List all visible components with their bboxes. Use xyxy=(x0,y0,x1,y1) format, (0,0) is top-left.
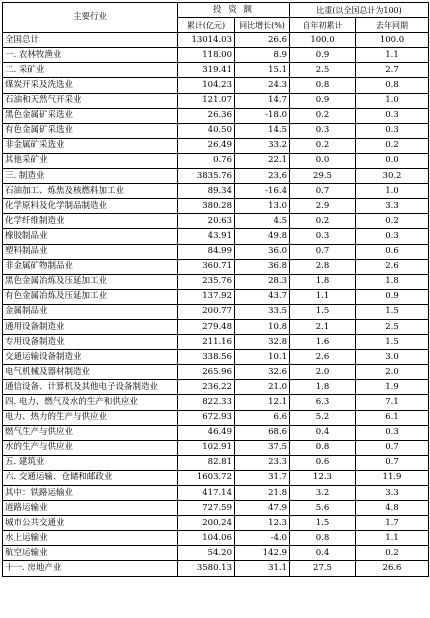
industry-name: 塑料制品业 xyxy=(3,244,178,259)
last-year-ratio-value: 0.3 xyxy=(356,108,429,123)
cumulative-value: 82.81 xyxy=(178,455,235,470)
last-year-ratio-value: 1.5 xyxy=(356,335,429,350)
last-year-ratio-value: 0.7 xyxy=(356,455,429,470)
last-year-ratio-value: 1.5 xyxy=(356,304,429,319)
industry-name: 煤炭开采及洗选业 xyxy=(3,78,178,93)
ytd-ratio-value: 0.8 xyxy=(290,78,356,93)
table-row xyxy=(3,470,429,485)
investment-table xyxy=(2,2,429,577)
last-year-ratio-value: 1.1 xyxy=(356,531,429,546)
yoy-growth-value: 28.3 xyxy=(235,274,290,289)
last-year-ratio-value: 0.9 xyxy=(356,289,429,304)
table-row xyxy=(3,274,429,289)
table-row xyxy=(3,380,429,395)
last-year-ratio-value: 0.8 xyxy=(356,78,429,93)
header-investment: 投 资 额 xyxy=(178,3,290,18)
yoy-growth-value: 32.8 xyxy=(235,335,290,350)
cumulative-value: 104.23 xyxy=(178,78,235,93)
table-body xyxy=(3,33,429,576)
table-row xyxy=(3,546,429,561)
yoy-growth-value: 10.8 xyxy=(235,319,290,334)
last-year-ratio-value: 3.3 xyxy=(356,199,429,214)
last-year-ratio-value: 1.8 xyxy=(356,274,429,289)
industry-name: 一. 农林牧渔业 xyxy=(3,48,178,63)
last-year-ratio-value: 4.8 xyxy=(356,501,429,516)
last-year-ratio-value: 26.6 xyxy=(356,561,429,576)
industry-name: 石油加工、炼焦及核燃料加工业 xyxy=(3,184,178,199)
last-year-ratio-value: 1.1 xyxy=(356,48,429,63)
table-row xyxy=(3,410,429,425)
cumulative-value: 26.49 xyxy=(178,138,235,153)
yoy-growth-value: 14.7 xyxy=(235,93,290,108)
industry-name: 黑色金属矿采选业 xyxy=(3,108,178,123)
table-row xyxy=(3,365,429,380)
yoy-growth-value: 14.5 xyxy=(235,123,290,138)
yoy-growth-value: 33.5 xyxy=(235,304,290,319)
table-row xyxy=(3,78,429,93)
table-row xyxy=(3,289,429,304)
yoy-growth-value: 49.8 xyxy=(235,229,290,244)
industry-name: 非金属矿采选业 xyxy=(3,138,178,153)
cumulative-value: 43.91 xyxy=(178,229,235,244)
industry-name: 其他采矿业 xyxy=(3,153,178,168)
ytd-ratio-value: 0.4 xyxy=(290,546,356,561)
cumulative-value: 40.50 xyxy=(178,123,235,138)
industry-name: 黑色金属冶炼及压延加工业 xyxy=(3,274,178,289)
industry-name: 水上运输业 xyxy=(3,531,178,546)
ytd-ratio-value: 100.0 xyxy=(290,33,356,48)
industry-name: 全国总计 xyxy=(3,33,178,48)
ytd-ratio-value: 0.7 xyxy=(290,184,356,199)
ytd-ratio-value: 0.4 xyxy=(290,425,356,440)
table-row xyxy=(3,516,429,531)
cumulative-value: 236.22 xyxy=(178,380,235,395)
cumulative-value: 13014.03 xyxy=(178,33,235,48)
ytd-ratio-value: 0.9 xyxy=(290,48,356,63)
table-row xyxy=(3,123,429,138)
last-year-ratio-value: 1.7 xyxy=(356,516,429,531)
ytd-ratio-value: 1.5 xyxy=(290,304,356,319)
table-row xyxy=(3,335,429,350)
industry-name: 电力、热力的生产与供应业 xyxy=(3,410,178,425)
industry-name: 橡胶制品业 xyxy=(3,229,178,244)
industry-name: 化学原料及化学制品制造业 xyxy=(3,199,178,214)
table-row xyxy=(3,138,429,153)
last-year-ratio-value: 0.2 xyxy=(356,214,429,229)
header-cumulative: 累计(亿元) xyxy=(178,18,235,33)
table-row xyxy=(3,153,429,168)
cumulative-value: 1603.72 xyxy=(178,470,235,485)
table-row xyxy=(3,319,429,334)
industry-name: 燃气生产与供应业 xyxy=(3,425,178,440)
cumulative-value: 54.20 xyxy=(178,546,235,561)
yoy-growth-value: 68.6 xyxy=(235,425,290,440)
yoy-growth-value: 142.9 xyxy=(235,546,290,561)
cumulative-value: 84.99 xyxy=(178,244,235,259)
last-year-ratio-value: 11.9 xyxy=(356,470,429,485)
cumulative-value: 265.96 xyxy=(178,365,235,380)
cumulative-value: 822.33 xyxy=(178,395,235,410)
last-year-ratio-value: 0.2 xyxy=(356,138,429,153)
ytd-ratio-value: 0.2 xyxy=(290,108,356,123)
yoy-growth-value: 36.0 xyxy=(235,244,290,259)
table-row xyxy=(3,350,429,365)
industry-name: 十一. 房地产业 xyxy=(3,561,178,576)
industry-name: 化学纤维制造业 xyxy=(3,214,178,229)
table-row xyxy=(3,199,429,214)
table-row xyxy=(3,531,429,546)
industry-name: 通用设备制造业 xyxy=(3,319,178,334)
yoy-growth-value: 43.7 xyxy=(235,289,290,304)
cumulative-value: 89.34 xyxy=(178,184,235,199)
cumulative-value: 211.16 xyxy=(178,335,235,350)
last-year-ratio-value: 0.6 xyxy=(356,244,429,259)
last-year-ratio-value: 0.3 xyxy=(356,425,429,440)
header-industry: 主要行业 xyxy=(3,3,178,33)
yoy-growth-value: 21.8 xyxy=(235,486,290,501)
industry-name: 电气机械及器材制造业 xyxy=(3,365,178,380)
table-row xyxy=(3,486,429,501)
table-row xyxy=(3,93,429,108)
last-year-ratio-value: 1.0 xyxy=(356,93,429,108)
industry-name: 水的生产与供应业 xyxy=(3,440,178,455)
table-row xyxy=(3,48,429,63)
header-ytd-cumulative: 自年初累计 xyxy=(290,18,356,33)
industry-name: 石油和天然气开采业 xyxy=(3,93,178,108)
cumulative-value: 46.49 xyxy=(178,425,235,440)
industry-name: 三. 制造业 xyxy=(3,169,178,184)
yoy-growth-value: 8.9 xyxy=(235,48,290,63)
ytd-ratio-value: 0.8 xyxy=(290,531,356,546)
last-year-ratio-value: 6.1 xyxy=(356,410,429,425)
industry-name: 四. 电力、燃气及水的生产和供应业 xyxy=(3,395,178,410)
table-row xyxy=(3,561,429,576)
last-year-ratio-value: 0.2 xyxy=(356,546,429,561)
cumulative-value: 118.00 xyxy=(178,48,235,63)
header-row-top xyxy=(3,3,429,18)
ytd-ratio-value: 0.0 xyxy=(290,153,356,168)
last-year-ratio-value: 0.3 xyxy=(356,229,429,244)
ytd-ratio-value: 1.1 xyxy=(290,289,356,304)
cumulative-value: 102.91 xyxy=(178,440,235,455)
industry-name: 金属制品业 xyxy=(3,304,178,319)
yoy-growth-value: 23.3 xyxy=(235,455,290,470)
cumulative-value: 319.41 xyxy=(178,63,235,78)
last-year-ratio-value: 2.5 xyxy=(356,319,429,334)
yoy-growth-value: -18.0 xyxy=(235,108,290,123)
table-row xyxy=(3,244,429,259)
last-year-ratio-value: 30.2 xyxy=(356,169,429,184)
yoy-growth-value: 32.6 xyxy=(235,365,290,380)
header-last-year-same: 去年同期 xyxy=(356,18,429,33)
industry-name: 六. 交通运输、仓储和邮政业 xyxy=(3,470,178,485)
ytd-ratio-value: 1.8 xyxy=(290,274,356,289)
ytd-ratio-value: 2.9 xyxy=(290,199,356,214)
ytd-ratio-value: 0.7 xyxy=(290,244,356,259)
table-header xyxy=(3,3,429,33)
cumulative-value: 0.76 xyxy=(178,153,235,168)
last-year-ratio-value: 0.7 xyxy=(356,440,429,455)
table-row xyxy=(3,259,429,274)
cumulative-value: 360.71 xyxy=(178,259,235,274)
header-ratio: 比重(以全国总计为100) xyxy=(290,3,429,18)
industry-name: 非金属矿物制品业 xyxy=(3,259,178,274)
last-year-ratio-value: 3.3 xyxy=(356,486,429,501)
yoy-growth-value: 4.5 xyxy=(235,214,290,229)
industry-name: 专用设备制造业 xyxy=(3,335,178,350)
table-row xyxy=(3,440,429,455)
industry-name: 城市公共交通业 xyxy=(3,516,178,531)
yoy-growth-value: 33.2 xyxy=(235,138,290,153)
yoy-growth-value: 21.0 xyxy=(235,380,290,395)
table-row xyxy=(3,425,429,440)
last-year-ratio-value: 2.0 xyxy=(356,365,429,380)
yoy-growth-value: 47.9 xyxy=(235,501,290,516)
ytd-ratio-value: 12.3 xyxy=(290,470,356,485)
industry-name: 通信设备、计算机及其他电子设备制造业 xyxy=(3,380,178,395)
table-row xyxy=(3,395,429,410)
table-row xyxy=(3,501,429,516)
cumulative-value: 672.93 xyxy=(178,410,235,425)
yoy-growth-value: 12.1 xyxy=(235,395,290,410)
cumulative-value: 137.92 xyxy=(178,289,235,304)
table-row xyxy=(3,304,429,319)
ytd-ratio-value: 0.3 xyxy=(290,229,356,244)
ytd-ratio-value: 1.6 xyxy=(290,335,356,350)
yoy-growth-value: -16.4 xyxy=(235,184,290,199)
last-year-ratio-value: 0.3 xyxy=(356,123,429,138)
ytd-ratio-value: 2.0 xyxy=(290,365,356,380)
ytd-ratio-value: 5.2 xyxy=(290,410,356,425)
ytd-ratio-value: 5.6 xyxy=(290,501,356,516)
cumulative-value: 104.06 xyxy=(178,531,235,546)
industry-name: 交通运输设备制造业 xyxy=(3,350,178,365)
cumulative-value: 121.07 xyxy=(178,93,235,108)
industry-name: 道路运输业 xyxy=(3,501,178,516)
cumulative-value: 279.48 xyxy=(178,319,235,334)
yoy-growth-value: 22.1 xyxy=(235,153,290,168)
ytd-ratio-value: 1.8 xyxy=(290,380,356,395)
last-year-ratio-value: 3.0 xyxy=(356,350,429,365)
industry-name: 二. 采矿业 xyxy=(3,63,178,78)
last-year-ratio-value: 7.1 xyxy=(356,395,429,410)
ytd-ratio-value: 2.1 xyxy=(290,319,356,334)
cumulative-value: 200.24 xyxy=(178,516,235,531)
ytd-ratio-value: 0.8 xyxy=(290,440,356,455)
last-year-ratio-value: 100.0 xyxy=(356,33,429,48)
yoy-growth-value: -4.0 xyxy=(235,531,290,546)
table-row xyxy=(3,108,429,123)
table-row xyxy=(3,229,429,244)
cumulative-value: 727.59 xyxy=(178,501,235,516)
table-row xyxy=(3,184,429,199)
table-row xyxy=(3,63,429,78)
ytd-ratio-value: 2.6 xyxy=(290,350,356,365)
cumulative-value: 235.76 xyxy=(178,274,235,289)
yoy-growth-value: 31.1 xyxy=(235,561,290,576)
ytd-ratio-value: 29.5 xyxy=(290,169,356,184)
ytd-ratio-value: 2.8 xyxy=(290,259,356,274)
table-row xyxy=(3,33,429,48)
industry-name: 航空运输业 xyxy=(3,546,178,561)
table-row xyxy=(3,455,429,470)
yoy-growth-value: 36.8 xyxy=(235,259,290,274)
ytd-ratio-value: 3.2 xyxy=(290,486,356,501)
ytd-ratio-value: 2.5 xyxy=(290,63,356,78)
ytd-ratio-value: 6.3 xyxy=(290,395,356,410)
cumulative-value: 26.36 xyxy=(178,108,235,123)
ytd-ratio-value: 27.5 xyxy=(290,561,356,576)
ytd-ratio-value: 1.5 xyxy=(290,516,356,531)
yoy-growth-value: 12.3 xyxy=(235,516,290,531)
header-yoy-growth: 同比增长(%) xyxy=(235,18,290,33)
yoy-growth-value: 10.1 xyxy=(235,350,290,365)
cumulative-value: 417.14 xyxy=(178,486,235,501)
industry-name: 有色金属冶炼及压延加工业 xyxy=(3,289,178,304)
industry-name: 有色金属矿采选业 xyxy=(3,123,178,138)
ytd-ratio-value: 0.6 xyxy=(290,455,356,470)
ytd-ratio-value: 0.2 xyxy=(290,214,356,229)
industry-name: 其中：铁路运输业 xyxy=(3,486,178,501)
cumulative-value: 3835.76 xyxy=(178,169,235,184)
ytd-ratio-value: 0.3 xyxy=(290,123,356,138)
cumulative-value: 380.28 xyxy=(178,199,235,214)
last-year-ratio-value: 0.0 xyxy=(356,153,429,168)
yoy-growth-value: 31.7 xyxy=(235,470,290,485)
ytd-ratio-value: 0.9 xyxy=(290,93,356,108)
yoy-growth-value: 23.6 xyxy=(235,169,290,184)
yoy-growth-value: 13.0 xyxy=(235,199,290,214)
yoy-growth-value: 6.6 xyxy=(235,410,290,425)
cumulative-value: 20.63 xyxy=(178,214,235,229)
yoy-growth-value: 24.3 xyxy=(235,78,290,93)
last-year-ratio-value: 2.7 xyxy=(356,63,429,78)
cumulative-value: 3580.13 xyxy=(178,561,235,576)
cumulative-value: 200.77 xyxy=(178,304,235,319)
last-year-ratio-value: 2.6 xyxy=(356,259,429,274)
ytd-ratio-value: 0.2 xyxy=(290,138,356,153)
yoy-growth-value: 26.6 xyxy=(235,33,290,48)
table-row xyxy=(3,214,429,229)
table-row xyxy=(3,169,429,184)
yoy-growth-value: 15.1 xyxy=(235,63,290,78)
yoy-growth-value: 37.5 xyxy=(235,440,290,455)
cumulative-value: 338.56 xyxy=(178,350,235,365)
last-year-ratio-value: 1.9 xyxy=(356,380,429,395)
industry-name: 五. 建筑业 xyxy=(3,455,178,470)
last-year-ratio-value: 1.0 xyxy=(356,184,429,199)
